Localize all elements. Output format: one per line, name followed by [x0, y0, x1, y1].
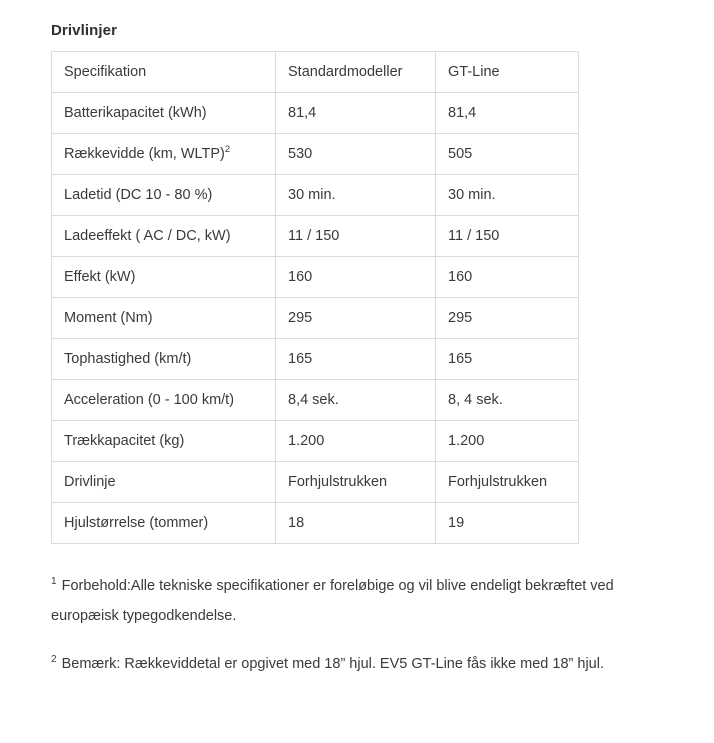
- cell-specification: [52, 134, 276, 175]
- cell-standard-value: 81,4: [276, 93, 436, 134]
- column-header-specification: Specifikation: [52, 52, 276, 93]
- spec-label: Tophastighed (km/t): [64, 351, 192, 367]
- cell-specification: [52, 257, 276, 298]
- cell-gtline-value: 81,4: [436, 93, 579, 134]
- spec-label: Hjulstørrelse (tommer): [64, 515, 209, 531]
- cell-gtline-value: 30 min.: [436, 175, 579, 216]
- cell-standard-value: 11 / 150: [276, 216, 436, 257]
- cell-specification: [52, 462, 276, 503]
- cell-standard-value: 295: [276, 298, 436, 339]
- cell-gtline-value: 19: [436, 503, 579, 544]
- footnote-marker: 2: [51, 654, 57, 666]
- column-header-gtline: GT-Line: [436, 52, 579, 93]
- cell-gtline-value: 505: [436, 134, 579, 175]
- cell-standard-value: Forhjulstrukken: [276, 462, 436, 503]
- cell-specification: [52, 216, 276, 257]
- cell-standard-value: 8,4 sek.: [276, 380, 436, 421]
- cell-standard-value: 30 min.: [276, 175, 436, 216]
- cell-standard-value: 160: [276, 257, 436, 298]
- spec-label: Ladetid (DC 10 - 80 %): [64, 187, 213, 203]
- table-row: [52, 257, 579, 298]
- table-row: [52, 462, 579, 503]
- cell-specification: [52, 93, 276, 134]
- spec-label: Moment (Nm): [64, 310, 153, 326]
- footnote-marker: 1: [51, 576, 57, 588]
- footnote-text: Bemærk: Rækkeviddetal er opgivet med 18” hjul. EV5 GT-Line fås ikke med 18” hjul.: [57, 656, 604, 672]
- table-header: [52, 52, 579, 93]
- cell-specification: [52, 421, 276, 462]
- table-header-row: [52, 52, 579, 93]
- cell-standard-value: 1.200: [276, 421, 436, 462]
- table-row: [52, 93, 579, 134]
- table-row: [52, 503, 579, 544]
- spec-label: Trækkapacitet (kg): [64, 433, 185, 449]
- cell-specification: [52, 175, 276, 216]
- footnote-reference-marker: 2: [224, 144, 231, 156]
- column-header-standard: Standardmodeller: [276, 52, 436, 93]
- cell-gtline-value: 295: [436, 298, 579, 339]
- cell-specification: [52, 503, 276, 544]
- cell-gtline-value: 11 / 150: [436, 216, 579, 257]
- footnotes: [51, 571, 651, 679]
- cell-gtline-value: 165: [436, 339, 579, 380]
- cell-specification: [52, 339, 276, 380]
- spec-label: Batterikapacitet (kWh): [64, 105, 207, 121]
- cell-specification: [52, 380, 276, 421]
- cell-gtline-value: 8, 4 sek.: [436, 380, 579, 421]
- page-title: Drivlinjer: [51, 22, 118, 39]
- cell-gtline-value: Forhjulstrukken: [436, 462, 579, 503]
- table-row: [52, 421, 579, 462]
- table-row: [52, 134, 579, 175]
- cell-standard-value: 165: [276, 339, 436, 380]
- table-row: [52, 298, 579, 339]
- cell-gtline-value: 1.200: [436, 421, 579, 462]
- table-row: [52, 380, 579, 421]
- footnote: [51, 649, 651, 679]
- drivetrain-spec-table: [51, 51, 579, 544]
- footnote: [51, 571, 651, 631]
- spec-label: Ladeeffekt ( AC / DC, kW): [64, 228, 231, 244]
- table-row: [52, 216, 579, 257]
- cell-standard-value: 530: [276, 134, 436, 175]
- spec-label: Rækkevidde (km, WLTP): [64, 146, 225, 162]
- cell-specification: [52, 298, 276, 339]
- spec-label: Effekt (kW): [64, 269, 136, 285]
- footnote-text: Forbehold:Alle tekniske specifikationer er foreløbige og vil blive endeligt bekræftet ved europæisk typegodkendelse.: [51, 578, 614, 624]
- cell-standard-value: 18: [276, 503, 436, 544]
- table-row: [52, 339, 579, 380]
- table-body: [52, 93, 579, 544]
- cell-gtline-value: 160: [436, 257, 579, 298]
- spec-label: Drivlinje: [64, 474, 116, 490]
- table-row: [52, 175, 579, 216]
- spec-label: Acceleration (0 - 100 km/t): [64, 392, 235, 408]
